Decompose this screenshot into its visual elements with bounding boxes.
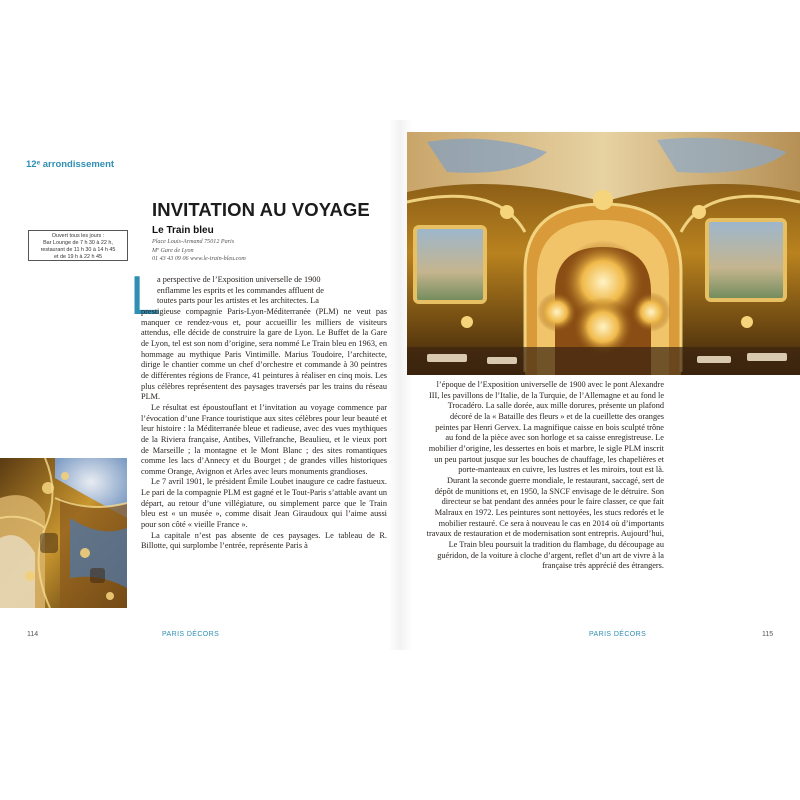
lead-line: a perspective de l’Exposition universelle de 1900 <box>157 275 321 284</box>
opening-hours-box <box>28 230 128 261</box>
body-text-right <box>426 380 664 572</box>
venue-info <box>152 238 246 264</box>
paragraph: Le 7 avril 1901, le président Émile Loubet inaugure ce cadre fastueux. Le pari de la compagnie PLM est gagné et le Tout-Paris s’attable avant un départ, au retour d’une villégiature, ou simplement parce que le Train bleu est « un musée », comme disait Jean Giraudoux qui l’aime aussi pour son côté « vieille France ». <box>141 477 387 530</box>
page-title: INVITATION AU VOYAGE <box>152 199 370 220</box>
drop-cap: L <box>130 264 161 326</box>
lead-lines <box>141 275 387 307</box>
hours-line: restaurant de 11 h 30 à 14 h 45 <box>40 247 116 253</box>
page-number: 115 <box>762 631 774 638</box>
venue-contact: 01 43 43 09 06 www.le-train-bleu.com <box>152 256 246 262</box>
page-number: 114 <box>27 631 39 638</box>
dining-hall-photo <box>407 132 800 375</box>
venue-address: Place Louis-Armand 75012 Paris <box>152 239 235 245</box>
running-head: PARIS DÉCORS <box>162 631 220 638</box>
venue-name: Le Train bleu <box>152 225 214 236</box>
venue-metro: Mº Gare de Lyon <box>152 247 194 254</box>
paragraph: Durant la seconde guerre mondiale, le restaurant, saccagé, sert de dépôt de munitions et, en 1950, la SNCF envisage de le détruire. Son directeur se bat pendant des années pour le faire classer, ce que fait Malraux en 1972. Les peintures sont nettoyées, les stucs redorés et le mobilier restauré. Ce sera à nouveau le cas en 2014 où d’importants travaux de restauration et de modernisation sont entrepris. Aujourd’hui, Le Train bleu poursuit la tradition du flambage, du découpage au guéridon, de la voiture à cloche d’argent, reflet d’un art de vivre à la française très apprécié des étrangers. <box>426 475 664 571</box>
lead-line: enflamme les esprits et les commandes affluent de <box>157 285 324 295</box>
paragraph: l’époque de l’Exposition universelle de 1900 avec le pont Alexandre III, les pavillons de l’Italie, de la Turquie, de l’Allemagne et au fond le Trocadéro. La salle dorée, aux mille dorures, présente un plafond décoré de la « Bataille des fleurs » et de la cueillette des oranges peintes par Henri Gervex. La magnifique caisse en bois sculpté trône au fond de la pièce avec son horloge et sa caisse enregistreuse. Le mobilier d’origine, les dessertes en bois et marbre, le sigle PLM inscrit un peu partout jusque sur les bouches de chauffage, les chapelières et porte-manteaux en cuivre, les lustres et les miroirs, tout est là. <box>428 380 664 475</box>
hours-line: Ouvert tous les jours : <box>51 233 105 239</box>
running-head: PARIS DÉCORS <box>589 631 647 638</box>
section-label: 12ᵉ arrondissement <box>26 159 115 170</box>
body-text-left <box>141 275 387 552</box>
lead-line: toutes parts pour les artistes et les architectes. La <box>157 296 319 306</box>
ceiling-photo-detail <box>0 458 127 608</box>
hours-line: Bar Lounge de 7 h 30 à 22 h, <box>43 240 113 246</box>
paragraph: prestigieuse compagnie Paris-Lyon-Méditerranée (PLM) ne veut pas manquer ce rendez-vous et, pour accueillir les milliers de visiteurs attendus, elle décide de construire la gare de Lyon. Le Buffet de la Gare de Lyon, tel est son nom d’origine, sera nommé Le Train bleu en 1963, en hommage au mythique Paris Vintimille. Marius Toudoire, l’architecte, dirige le chantier comme un chef d’orchestre et commande à 30 peintres de différentes régions de France, 41 peintures à réaliser en cinq mois. Les plus célèbres représentent des paysages traversés par les trains du réseau PLM. <box>141 306 387 402</box>
paragraph: La capitale n’est pas absente de ces paysages. Le tableau de R. Billotte, qui surplombe l’entrée, représente Paris à <box>141 530 387 551</box>
hours-line: et de 19 h à 22 h 45 <box>54 254 102 260</box>
paragraph: Le résultat est époustouflant et l’invitation au voyage commence par l’évocation d’une France touristique aux sites célèbres pour leur beauté et leur histoire : la Méditerranée bleue et radieuse, avec des vues mythiques de la Riviera française, Antibes, Villefranche, Beaulieu, et le vieux port de Marseille ; la montagne et le Mont Blanc ; des sites romantiques comme les lacs d’Annecy et du Bourget ; de grandes villes historiques comme Orange, Avignon et Arles avec leurs monuments grandioses. <box>141 402 387 476</box>
